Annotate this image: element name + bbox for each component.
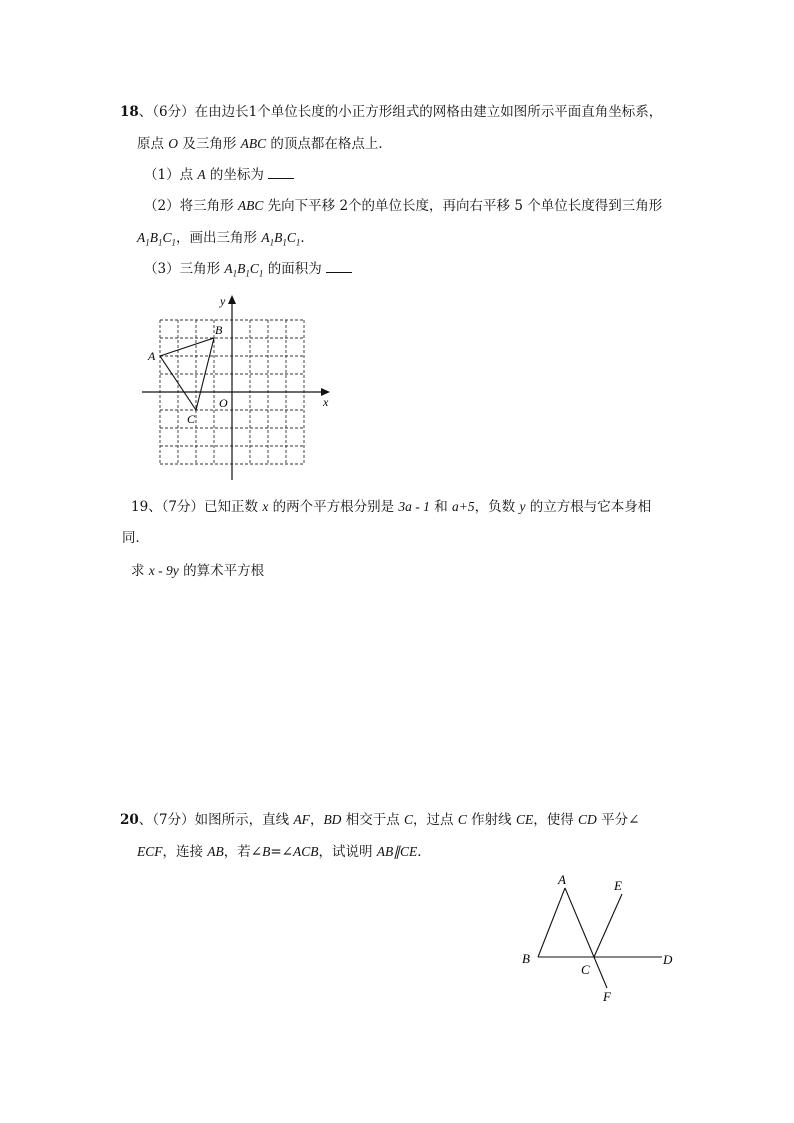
y-axis-arrow: [228, 295, 236, 304]
coordinate-grid-figure: [138, 290, 338, 480]
q18-points: 、（6分）: [138, 104, 195, 120]
q18-line2: 原点 O 及三角形 ABC 的顶点都在格点上．: [137, 136, 392, 152]
answer-blank-1[interactable]: [268, 166, 294, 179]
origin-label: O: [219, 396, 228, 410]
triangle-a1b1c1: $A_1B_1C_1$: [137, 230, 177, 248]
q20-line2: ECF，连接 AB，若∠B=∠ACB，试说明 AB∥CE．: [137, 844, 431, 860]
label-e: E: [614, 878, 622, 893]
answer-blank-3[interactable]: [326, 260, 352, 273]
origin-label: O: [168, 136, 179, 151]
label-f: F: [603, 989, 611, 1004]
triangle-a1b1c1: $A_1B_1C_1$: [261, 230, 301, 248]
line-ab: [538, 888, 565, 957]
label-c: C: [581, 962, 590, 977]
point-b-label: B: [215, 323, 223, 337]
point-c-label: C: [187, 412, 196, 426]
q19-line2: 同．: [122, 530, 149, 546]
triangle-a1b1c1: $A_1B_1C_1$: [224, 261, 264, 279]
label-a: A: [558, 872, 566, 887]
triangle-label: ABC: [240, 136, 267, 151]
q18-line1: [120, 102, 662, 122]
q20-points: 、（7分）: [138, 812, 195, 828]
q18-part3: （3）三角形 $A_1B_1C_1$ 的面积为: [144, 259, 352, 284]
q19-line3: 求 x - 9y 的算术平方根: [131, 563, 265, 579]
ray-ce: [594, 894, 622, 957]
q18-part1: （1）点 A 的坐标为: [144, 165, 294, 185]
q20-line1: 20、（7分）如图所示，直线 AF，BD 相交于点 C，过点 C 作射线 CE，使得 CD 平分∠: [120, 812, 640, 828]
x-axis-label: x: [323, 395, 329, 409]
geometry-figure: [515, 868, 685, 1008]
label-d: D: [663, 952, 673, 967]
point-a-label: A: [148, 349, 156, 363]
q18-text-1: 在由边长1个单位长度的小正方形组式的网格由建立如图所示平面直角坐标系，: [194, 104, 663, 120]
q18-part2-cont: $A_1B_1C_1$，画出三角形 $A_1B_1C_1$．: [137, 230, 314, 248]
q20-number: 20: [120, 812, 139, 828]
q19-number: 19: [131, 499, 149, 515]
y-axis-label: y: [220, 294, 226, 308]
q18-number: 18: [120, 104, 139, 120]
q19-line1: 19、（7分）已知正数 x 的两个平方根分别是 3a - 1 和 a+5，负数 y 的立方根与它本身相: [131, 499, 652, 515]
q18-part2: （2）将三角形 ABC 先向下平移 2个的单位长度，再向右平移 5 个单位长度得到三角形: [144, 198, 663, 214]
q19-points: 、（7分）: [148, 499, 205, 515]
label-b: B: [522, 951, 530, 966]
